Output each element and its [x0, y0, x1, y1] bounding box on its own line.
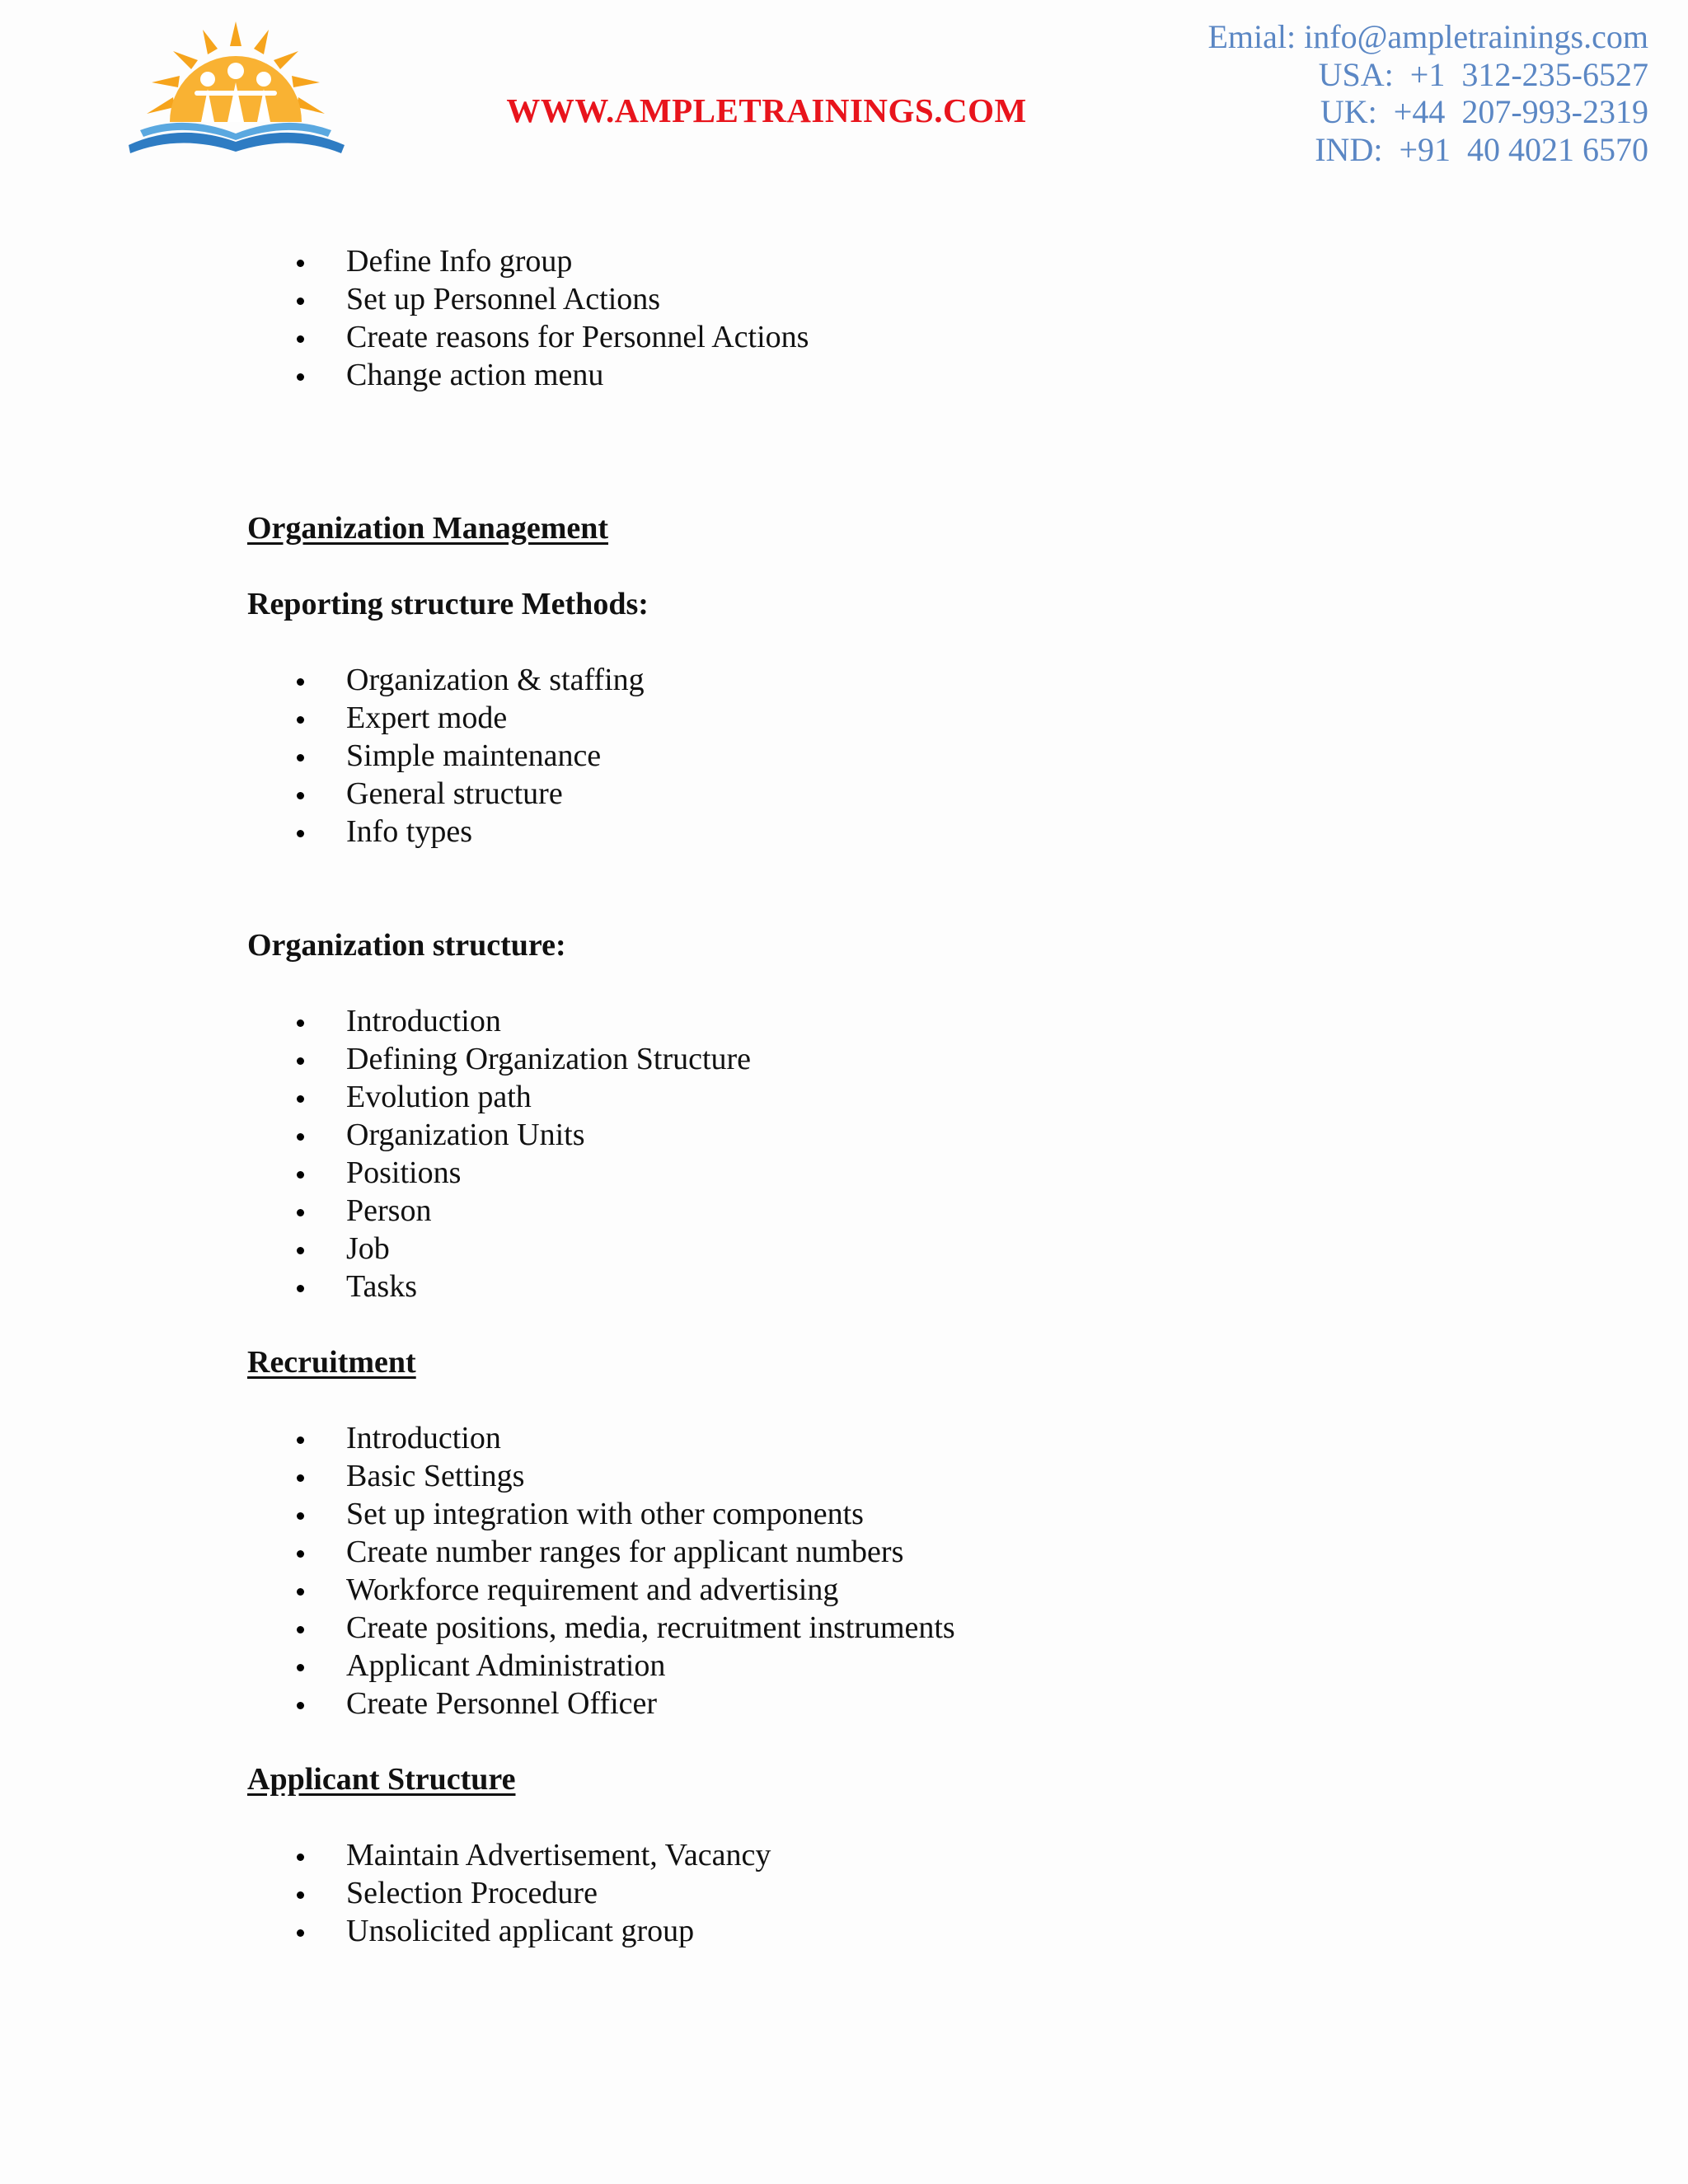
list-item: Evolution path: [247, 1078, 1607, 1116]
course-content: [247, 242, 1607, 1950]
list-item: Introduction: [247, 1002, 1607, 1040]
contact-ind-phone: IND: +91 40 4021 6570: [1315, 130, 1648, 168]
list-item: Applicant Administration: [247, 1647, 1607, 1685]
subsection-title-organization-structure: Organization structure:: [247, 928, 566, 963]
list-item: Create number ranges for applicant numbers: [247, 1533, 1607, 1571]
contact-info: [1208, 18, 1649, 168]
list-item: Basic Settings: [247, 1457, 1607, 1495]
list-item: Selection Procedure: [247, 1874, 1607, 1912]
list-item: Change action menu: [247, 356, 1607, 394]
list-item: Defining Organization Structure: [247, 1040, 1607, 1078]
section-title-recruitment: Recruitment: [247, 1345, 416, 1380]
contact-usa-phone: USA: +1 312-235-6527: [1318, 55, 1648, 93]
list-item: Workforce requirement and advertising: [247, 1571, 1607, 1609]
section-title-organization-management: Organization Management: [247, 511, 609, 546]
list-item: Simple maintenance: [247, 737, 1607, 775]
list-item: Create Personnel Officer: [247, 1685, 1607, 1722]
list-item: Tasks: [247, 1268, 1607, 1305]
section-title-applicant-structure: Applicant Structure: [247, 1762, 516, 1797]
list-item: Define Info group: [247, 242, 1607, 280]
list-item: Set up Personnel Actions: [247, 280, 1607, 318]
company-logo: [122, 21, 349, 153]
list-item: Person: [247, 1192, 1607, 1230]
sun-book-logo-icon: [122, 21, 349, 153]
list-item: Create reasons for Personnel Actions: [247, 318, 1607, 356]
list-item: General structure: [247, 775, 1607, 813]
list-item: Job: [247, 1230, 1607, 1268]
contact-uk-phone: UK: +44 207-993-2319: [1320, 93, 1648, 130]
list-item: Organization Units: [247, 1116, 1607, 1154]
list-item: Introduction: [247, 1419, 1607, 1457]
contact-email[interactable]: Emial: info@ampletrainings.com: [1207, 18, 1648, 55]
list-item: Organization & staffing: [247, 661, 1607, 699]
intro-list: [247, 242, 1607, 394]
list-item: Set up integration with other components: [247, 1495, 1607, 1533]
list-item: Maintain Advertisement, Vacancy: [247, 1836, 1607, 1874]
list-item: Positions: [247, 1154, 1607, 1192]
subsection-title-reporting-structure: Reporting structure Methods:: [247, 587, 649, 621]
list-item: Info types: [247, 813, 1607, 851]
recruitment-list: [247, 1419, 1607, 1722]
applicant-list: [247, 1836, 1607, 1950]
reporting-list: [247, 661, 1607, 851]
list-item: Unsolicited applicant group: [247, 1912, 1607, 1950]
list-item: Expert mode: [247, 699, 1607, 737]
org-structure-list: [247, 1002, 1607, 1305]
website-url[interactable]: WWW.AMPLETRAININGS.COM: [506, 91, 1027, 129]
list-item: Create positions, media, recruitment instruments: [247, 1609, 1607, 1647]
